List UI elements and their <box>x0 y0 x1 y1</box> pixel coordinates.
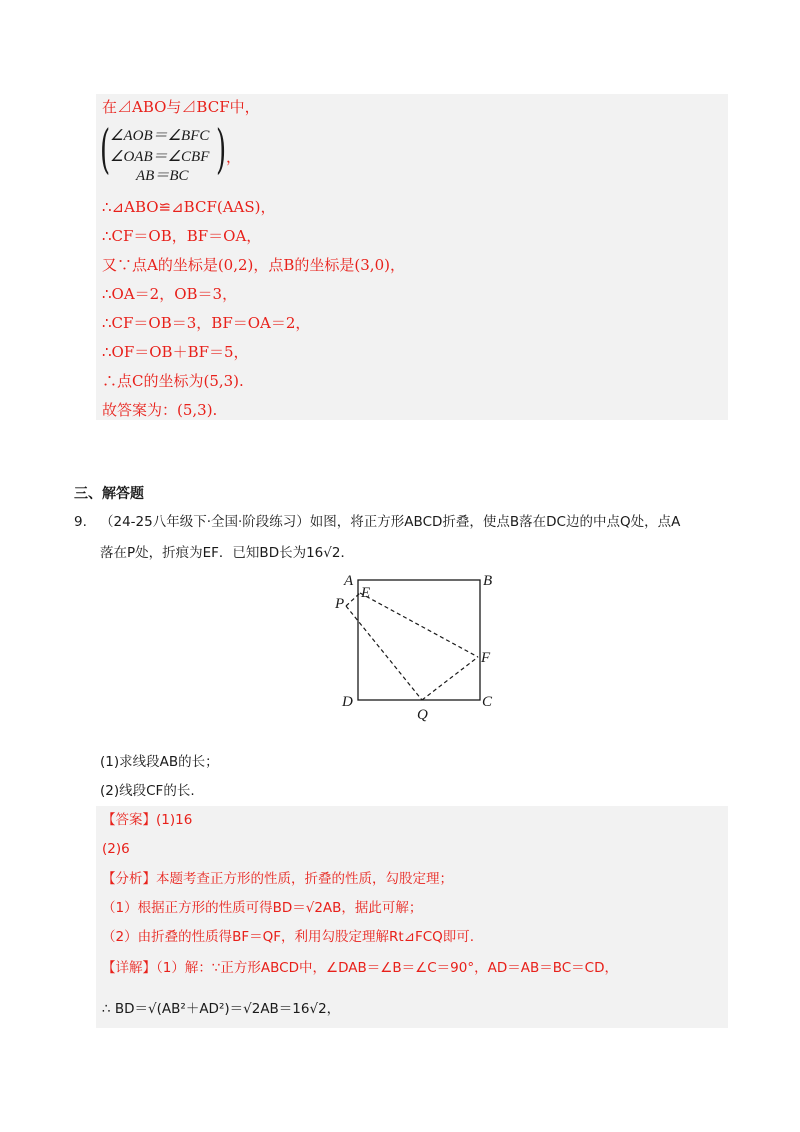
solution-line-3: ∴CF＝OB，BF＝OA， <box>102 227 262 245</box>
question-number: 9. <box>74 514 87 530</box>
geometry-figure <box>330 570 530 730</box>
analysis-line-2: （1）根据正方形的性质可得BD＝√2AB，据此可解； <box>102 900 423 916</box>
segment-qf <box>422 657 478 700</box>
analysis-line-1: 【分析】本题考查正方形的性质，折叠的性质，勾股定理； <box>102 871 453 887</box>
label-f: F <box>481 650 491 666</box>
label-d: D <box>342 694 353 710</box>
answer-line-2: (2)6 <box>102 841 130 857</box>
solution-line-1: 在⊿ABO与⊿BCF中， <box>102 98 260 116</box>
detail-line-1: 【详解】（1）解：∵正方形ABCD中，∠DAB＝∠B＝∠C＝90°，AD＝AB＝BC＝CD， <box>102 960 618 976</box>
label-a: A <box>344 573 354 589</box>
solution-line-4: 又∵点A的坐标是(0,2)，点B的坐标是(3,0)， <box>102 256 405 274</box>
system-eq-1: ∠AOB＝∠BFC <box>110 128 210 144</box>
subquestion-2: (2)线段CF的长. <box>100 783 195 799</box>
fold-line-ef <box>360 593 478 657</box>
label-q: Q <box>417 707 428 723</box>
subquestion-1: (1)求线段AB的长； <box>100 754 219 770</box>
analysis-line-3: （2）由折叠的性质得BF＝QF，利用勾股定理解Rt⊿FCQ即可. <box>102 929 475 945</box>
square-abcd <box>358 580 480 700</box>
system-eq-2: ∠OAB＝∠CBF <box>110 149 210 165</box>
solution-line-6: ∴CF＝OB＝3，BF＝OA＝2， <box>102 314 311 332</box>
question-text-2: 落在P处，折痕为EF．已知BD长为16√2． <box>100 545 354 561</box>
label-p: P <box>335 596 345 612</box>
solution-line-7: ∴OF＝OB＋BF＝5， <box>102 343 249 361</box>
solution-line-2: ∴⊿ABO≌⊿BCF(AAS)， <box>102 198 276 216</box>
detail-line-2: ∴ BD＝√(AB²＋AD²)＝√2AB＝16√2， <box>102 1001 341 1017</box>
system-eq-3: AB＝BC <box>136 168 189 184</box>
answer-line-1: 【答案】(1)16 <box>102 812 193 828</box>
solution-line-9: 故答案为：(5,3). <box>102 401 218 419</box>
system-brace-right: ) <box>216 120 227 180</box>
label-e: E <box>361 585 371 601</box>
solution-line-5: ∴OA＝2，OB＝3， <box>102 285 238 303</box>
label-b: B <box>483 573 493 589</box>
system-end: ， <box>226 148 242 166</box>
solution-line-8: ∴点C的坐标为(5,3). <box>102 372 244 390</box>
system-brace-left: ( <box>100 120 111 180</box>
section-title: 三、解答题 <box>74 486 144 502</box>
label-c: C <box>482 694 493 710</box>
question-text-1: （24-25八年级下·全国·阶段练习）如图，将正方形ABCD折叠，使点B落在DC边的中点Q处，点A <box>100 514 681 530</box>
